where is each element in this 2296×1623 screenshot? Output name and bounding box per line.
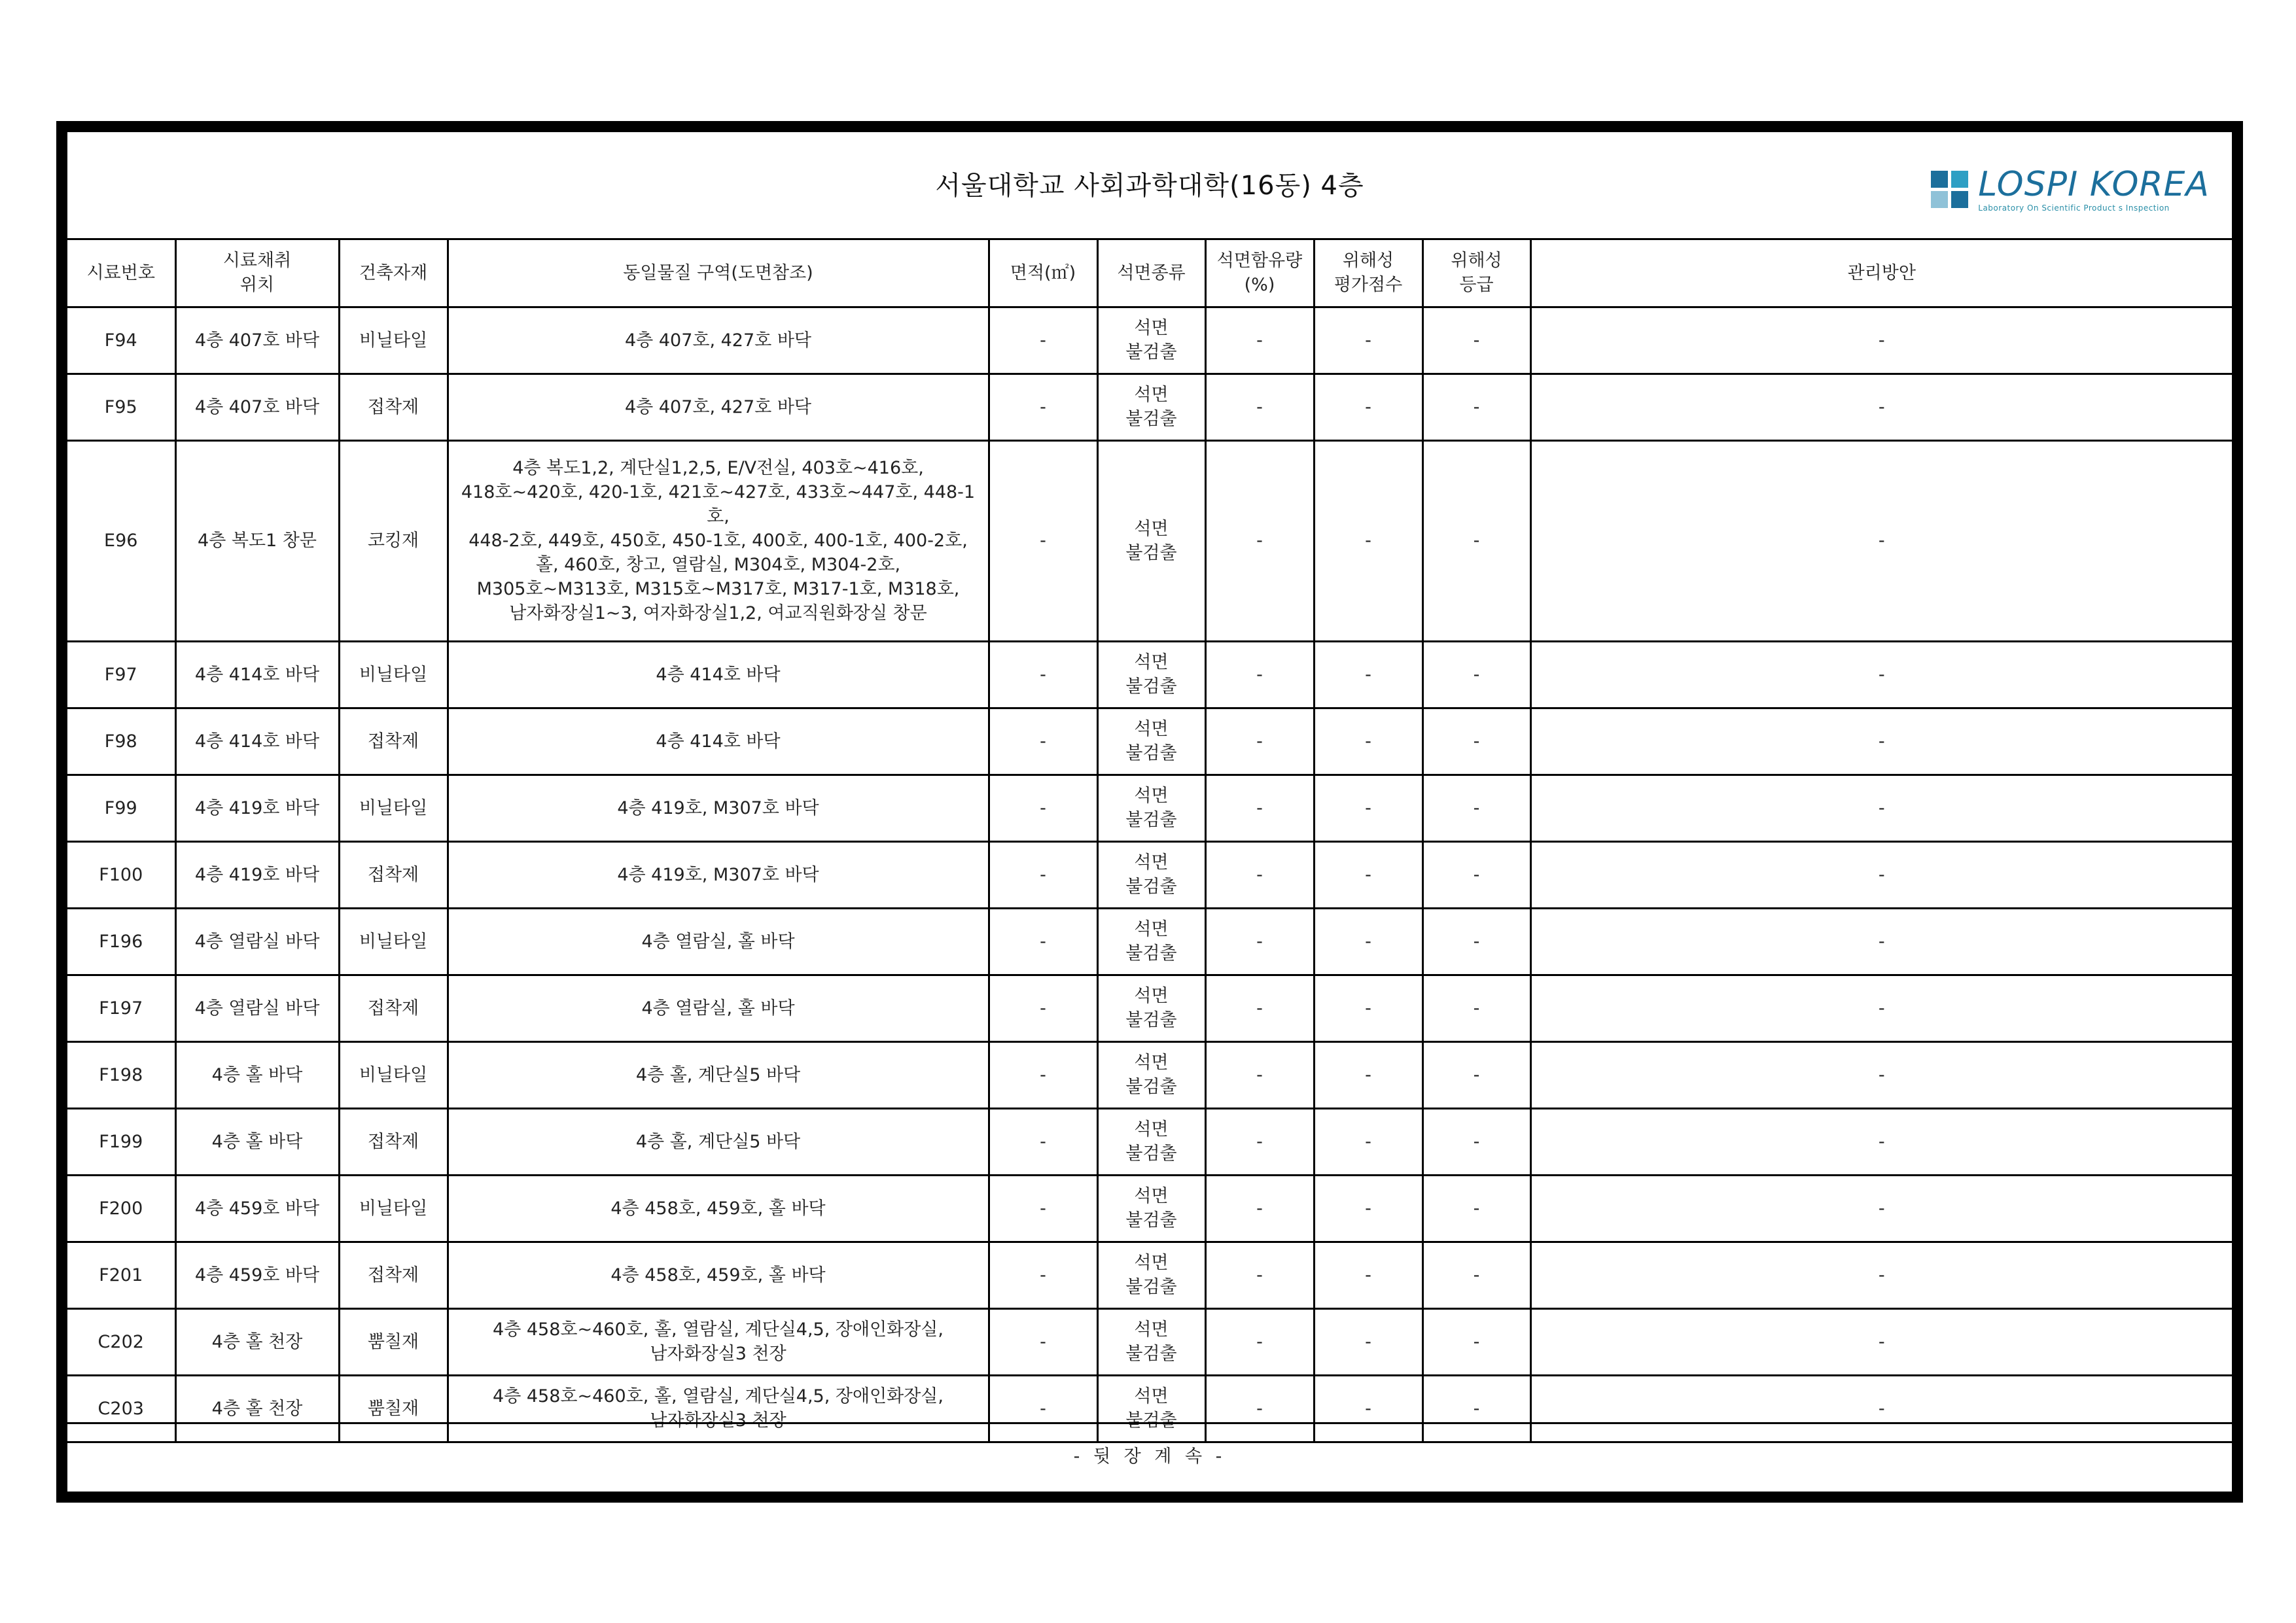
area-cell: -: [989, 1041, 1097, 1108]
table-row: [67, 1308, 2232, 1375]
asbestos-type-cell: 석면 불검출: [1097, 1375, 1205, 1442]
management-cell: -: [1530, 307, 2232, 374]
material-cell: 뿜칠재: [339, 1375, 448, 1442]
sample-id-cell: C202: [67, 1308, 175, 1375]
content-percent-cell: -: [1205, 1175, 1314, 1242]
sample-table-wrapper: [67, 240, 2232, 1443]
zone-cell: 4층 열람실, 홀 바닥: [448, 908, 989, 975]
page-title: 서울대학교 사회과학대학(16동) 4층: [935, 171, 1364, 201]
asbestos-type-cell: 석면 불검출: [1097, 975, 1205, 1041]
table-row: [67, 374, 2232, 440]
asbestos-type-cell: 석면 불검출: [1097, 841, 1205, 908]
zone-cell: 4층 홀, 계단실5 바닥: [448, 1108, 989, 1175]
sample-id-cell: E96: [67, 440, 175, 641]
content-percent-cell: -: [1205, 975, 1314, 1041]
sample-location-cell: 4층 407호 바닥: [175, 307, 339, 374]
logo-square-icon: [1951, 191, 1968, 208]
content-percent-cell: -: [1205, 708, 1314, 775]
risk-score-cell: -: [1314, 841, 1422, 908]
sample-location-cell: 4층 414호 바닥: [175, 708, 339, 775]
table-row: [67, 1041, 2232, 1108]
sample-id-cell: F197: [67, 975, 175, 1041]
zone-cell: 4층 407호, 427호 바닥: [448, 307, 989, 374]
sample-id-cell: F199: [67, 1108, 175, 1175]
table-row: [67, 841, 2232, 908]
sample-location-cell: 4층 407호 바닥: [175, 374, 339, 440]
zone-cell: 4층 458호~460호, 홀, 열람실, 계단실4,5, 장애인화장실, 남자화장실3 천장: [448, 1308, 989, 1375]
asbestos-type-cell: 석면 불검출: [1097, 708, 1205, 775]
asbestos-type-cell: 석면 불검출: [1097, 641, 1205, 708]
risk-score-cell: -: [1314, 440, 1422, 641]
zone-cell: 4층 홀, 계단실5 바닥: [448, 1041, 989, 1108]
risk-score-cell: -: [1314, 708, 1422, 775]
management-cell: -: [1530, 440, 2232, 641]
sample-id-cell: F97: [67, 641, 175, 708]
asbestos-type-cell: 석면 불검출: [1097, 1308, 1205, 1375]
sample-location-cell: 4층 홀 바닥: [175, 1108, 339, 1175]
sample-id-cell: F201: [67, 1242, 175, 1308]
table-row: [67, 307, 2232, 374]
content-percent-cell: -: [1205, 841, 1314, 908]
column-header: 동일물질 구역(도면참조): [448, 240, 989, 307]
sample-location-cell: 4층 열람실 바닥: [175, 975, 339, 1041]
management-cell: -: [1530, 775, 2232, 841]
table-row: [67, 1108, 2232, 1175]
material-cell: 비닐타일: [339, 307, 448, 374]
zone-cell: 4층 458호, 459호, 홀 바닥: [448, 1175, 989, 1242]
material-cell: 접착제: [339, 374, 448, 440]
area-cell: -: [989, 307, 1097, 374]
risk-score-cell: -: [1314, 641, 1422, 708]
risk-score-cell: -: [1314, 775, 1422, 841]
management-cell: -: [1530, 1108, 2232, 1175]
area-cell: -: [989, 641, 1097, 708]
table-body: [67, 307, 2232, 1442]
column-header: 시료번호: [67, 240, 175, 307]
sample-id-cell: F94: [67, 307, 175, 374]
sample-location-cell: 4층 홀 천장: [175, 1308, 339, 1375]
risk-score-cell: -: [1314, 975, 1422, 1041]
management-cell: -: [1530, 975, 2232, 1041]
risk-grade-cell: -: [1422, 440, 1530, 641]
material-cell: 비닐타일: [339, 641, 448, 708]
content-percent-cell: -: [1205, 908, 1314, 975]
management-cell: -: [1530, 1308, 2232, 1375]
sample-id-cell: F198: [67, 1041, 175, 1108]
area-cell: -: [989, 1308, 1097, 1375]
zone-cell: 4층 복도1,2, 계단실1,2,5, E/V전실, 403호~416호, 418호~420호, 420-1호, 421호~427호, 433호~447호, 448-1호, 448-2호, 449호, 450호, 450-1호, 400호, 400-1호, 400-2호, 홀, 460호, 창고, 열람실, M304호, M304-2호, M305호~M313호, M315호~M317호, M317-1호, M318호, 남자화장실1~3, 여자화장실1,2, 여교직원화장실 창문: [448, 440, 989, 641]
risk-grade-cell: -: [1422, 1242, 1530, 1308]
material-cell: 코킹재: [339, 440, 448, 641]
area-cell: -: [989, 708, 1097, 775]
risk-score-cell: -: [1314, 1242, 1422, 1308]
risk-score-cell: -: [1314, 1375, 1422, 1442]
management-cell: -: [1530, 641, 2232, 708]
material-cell: 비닐타일: [339, 1175, 448, 1242]
content-percent-cell: -: [1205, 1041, 1314, 1108]
table-row: [67, 708, 2232, 775]
content-percent-cell: -: [1205, 1308, 1314, 1375]
table-row: [67, 775, 2232, 841]
material-cell: 접착제: [339, 975, 448, 1041]
zone-cell: 4층 407호, 427호 바닥: [448, 374, 989, 440]
area-cell: -: [989, 975, 1097, 1041]
risk-grade-cell: -: [1422, 975, 1530, 1041]
zone-cell: 4층 열람실, 홀 바닥: [448, 975, 989, 1041]
content-percent-cell: -: [1205, 307, 1314, 374]
sample-location-cell: 4층 459호 바닥: [175, 1242, 339, 1308]
sample-table: [67, 240, 2232, 1443]
area-cell: -: [989, 1242, 1097, 1308]
asbestos-type-cell: 석면 불검출: [1097, 908, 1205, 975]
material-cell: 접착제: [339, 841, 448, 908]
sample-id-cell: F200: [67, 1175, 175, 1242]
asbestos-type-cell: 석면 불검출: [1097, 440, 1205, 641]
risk-score-cell: -: [1314, 1175, 1422, 1242]
risk-grade-cell: -: [1422, 1175, 1530, 1242]
asbestos-type-cell: 석면 불검출: [1097, 1175, 1205, 1242]
report-header: [67, 132, 2232, 240]
content-percent-cell: -: [1205, 641, 1314, 708]
area-cell: -: [989, 440, 1097, 641]
management-cell: -: [1530, 374, 2232, 440]
sample-id-cell: F100: [67, 841, 175, 908]
area-cell: -: [989, 908, 1097, 975]
asbestos-type-cell: 석면 불검출: [1097, 1108, 1205, 1175]
asbestos-type-cell: 석면 불검출: [1097, 307, 1205, 374]
table-row: [67, 908, 2232, 975]
zone-cell: 4층 414호 바닥: [448, 641, 989, 708]
risk-grade-cell: -: [1422, 708, 1530, 775]
management-cell: -: [1530, 841, 2232, 908]
risk-grade-cell: -: [1422, 841, 1530, 908]
material-cell: 비닐타일: [339, 908, 448, 975]
sample-location-cell: 4층 414호 바닥: [175, 641, 339, 708]
content-percent-cell: -: [1205, 440, 1314, 641]
risk-grade-cell: -: [1422, 1375, 1530, 1442]
content-percent-cell: -: [1205, 1375, 1314, 1442]
risk-grade-cell: -: [1422, 1308, 1530, 1375]
risk-score-cell: -: [1314, 1041, 1422, 1108]
risk-grade-cell: -: [1422, 908, 1530, 975]
risk-grade-cell: -: [1422, 307, 1530, 374]
sample-location-cell: 4층 419호 바닥: [175, 775, 339, 841]
management-cell: -: [1530, 1242, 2232, 1308]
zone-cell: 4층 458호, 459호, 홀 바닥: [448, 1242, 989, 1308]
sample-location-cell: 4층 복도1 창문: [175, 440, 339, 641]
table-header-row: [67, 240, 2232, 307]
sample-id-cell: F99: [67, 775, 175, 841]
material-cell: 접착제: [339, 1108, 448, 1175]
zone-cell: 4층 458호~460호, 홀, 열람실, 계단실4,5, 장애인화장실, 남자화장실3 천장: [448, 1375, 989, 1442]
sample-location-cell: 4층 459호 바닥: [175, 1175, 339, 1242]
area-cell: -: [989, 1375, 1097, 1442]
area-cell: -: [989, 1108, 1097, 1175]
material-cell: 비닐타일: [339, 1041, 448, 1108]
asbestos-type-cell: 석면 불검출: [1097, 374, 1205, 440]
management-cell: -: [1530, 708, 2232, 775]
sample-location-cell: 4층 열람실 바닥: [175, 908, 339, 975]
management-cell: -: [1530, 908, 2232, 975]
management-cell: -: [1530, 1375, 2232, 1442]
sample-id-cell: F98: [67, 708, 175, 775]
sample-location-cell: 4층 홀 천장: [175, 1375, 339, 1442]
logo-square-icon: [1931, 171, 1948, 188]
column-header: 시료채취 위치: [175, 240, 339, 307]
area-cell: -: [989, 775, 1097, 841]
risk-grade-cell: -: [1422, 374, 1530, 440]
asbestos-type-cell: 석면 불검출: [1097, 775, 1205, 841]
management-cell: -: [1530, 1041, 2232, 1108]
area-cell: -: [989, 1175, 1097, 1242]
report-frame: [56, 121, 2243, 1503]
logo-subtitle: Laboratory On Scientific Product s Inspection: [1978, 203, 2170, 213]
sample-id-cell: C203: [67, 1375, 175, 1442]
column-header: 석면종류: [1097, 240, 1205, 307]
management-cell: -: [1530, 1175, 2232, 1242]
logo-text: [1978, 167, 2210, 213]
content-percent-cell: -: [1205, 374, 1314, 440]
zone-cell: 4층 419호, M307호 바닥: [448, 841, 989, 908]
area-cell: -: [989, 841, 1097, 908]
risk-grade-cell: -: [1422, 1041, 1530, 1108]
column-header: 위해성 등급: [1422, 240, 1530, 307]
table-row: [67, 641, 2232, 708]
logo-square-icon: [1951, 171, 1968, 188]
content-percent-cell: -: [1205, 1242, 1314, 1308]
table-row: [67, 440, 2232, 641]
continued-note: - 뒷 장 계 속 -: [67, 1422, 2232, 1492]
column-header: 면적(㎡): [989, 240, 1097, 307]
risk-score-cell: -: [1314, 374, 1422, 440]
logo-name: LOSPI KOREA: [1978, 165, 2210, 204]
table-row: [67, 975, 2232, 1041]
zone-cell: 4층 414호 바닥: [448, 708, 989, 775]
lospi-korea-logo: [1931, 166, 2210, 213]
column-header: 석면함유량 (%): [1205, 240, 1314, 307]
risk-grade-cell: -: [1422, 775, 1530, 841]
material-cell: 접착제: [339, 708, 448, 775]
risk-score-cell: -: [1314, 1308, 1422, 1375]
sample-id-cell: F95: [67, 374, 175, 440]
area-cell: -: [989, 374, 1097, 440]
logo-mark-icon: [1931, 171, 1969, 209]
risk-score-cell: -: [1314, 307, 1422, 374]
sample-id-cell: F196: [67, 908, 175, 975]
risk-score-cell: -: [1314, 1108, 1422, 1175]
risk-score-cell: -: [1314, 908, 1422, 975]
asbestos-type-cell: 석면 불검출: [1097, 1242, 1205, 1308]
zone-cell: 4층 419호, M307호 바닥: [448, 775, 989, 841]
sample-location-cell: 4층 419호 바닥: [175, 841, 339, 908]
column-header: 관리방안: [1530, 240, 2232, 307]
content-percent-cell: -: [1205, 1108, 1314, 1175]
material-cell: 접착제: [339, 1242, 448, 1308]
asbestos-type-cell: 석면 불검출: [1097, 1041, 1205, 1108]
column-header: 위해성 평가점수: [1314, 240, 1422, 307]
material-cell: 뿜칠재: [339, 1308, 448, 1375]
risk-grade-cell: -: [1422, 1108, 1530, 1175]
material-cell: 비닐타일: [339, 775, 448, 841]
table-row: [67, 1175, 2232, 1242]
content-percent-cell: -: [1205, 775, 1314, 841]
column-header: 건축자재: [339, 240, 448, 307]
logo-square-icon: [1931, 191, 1948, 208]
table-row: [67, 1242, 2232, 1308]
sample-location-cell: 4층 홀 바닥: [175, 1041, 339, 1108]
risk-grade-cell: -: [1422, 641, 1530, 708]
